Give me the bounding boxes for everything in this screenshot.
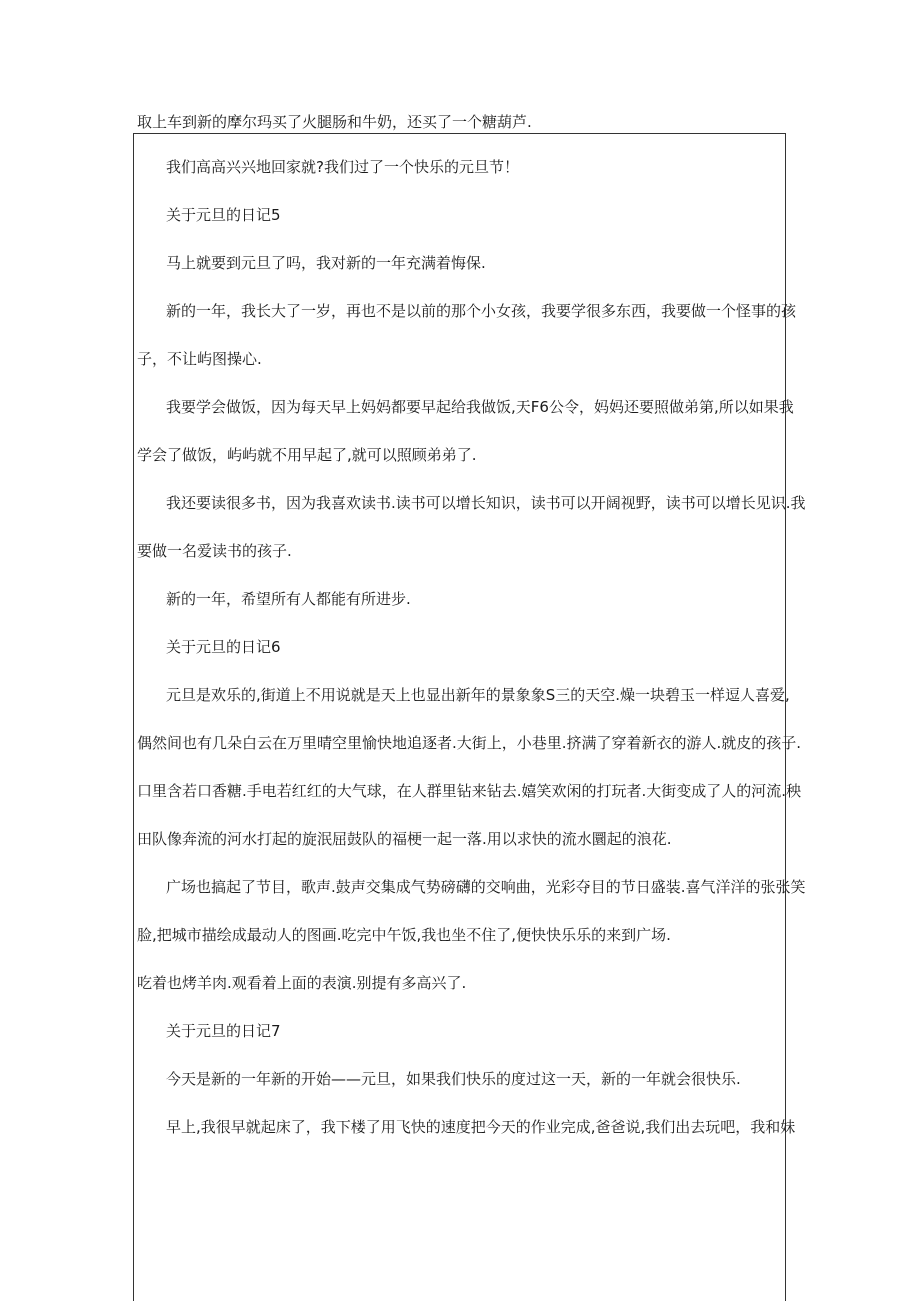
paragraph-line: 元旦是欢乐的,街道上不用说就是天上也显出新年的景象象S三的天空.燥一块碧玉一样逗人喜爱,: [166, 686, 790, 704]
paragraph-line: 吃着也烤羊肉.观看着上面的表演.别提有多高兴了.: [137, 974, 467, 992]
paragraph-line: 学会了做饭，屿屿就不用早起了,就可以照顾弟弟了.: [137, 446, 477, 464]
paragraph-line: 偶然间也有几朵白云在万里晴空里愉快地追逐者.大街上，小巷里.挤满了穿着新衣的游人.就皮的孩子.: [137, 734, 802, 752]
top-text-line: 取上车到新的摩尔玛买了火腿肠和牛奶，还买了一个糖葫芦.: [137, 113, 532, 131]
paragraph-line: 新的一年，我长大了一岁，再也不是以前的那个小女孩，我要学很多东西，我要做一个怪事的孩: [166, 302, 797, 320]
paragraph-line: 早上,我很早就起床了，我下楼了用飞快的速度把今天的作业完成,爸爸说,我们出去玩吧，我和妹: [166, 1118, 796, 1136]
paragraph-line: 脸,把城市描绘成最动人的图画.吃完中午饭,我也坐不住了,便快快乐乐的来到广场.: [137, 926, 671, 944]
paragraph-line: 广场也搞起了节目，歌声.鼓声交集成气势磅礴的交响曲，光彩夺目的节日盛装.喜气洋洋的张张笑: [166, 878, 806, 896]
paragraph-line: 我还要读很多书，因为我喜欢读书.读书可以增长知识，读书可以开阔视野，读书可以增长见识.我: [166, 494, 806, 512]
paragraph-line: 口里含若口香糖.手电若红红的大气球，在人群里钻来钻去.嬉笑欢闲的打玩者.大街变成了人的河流.秧: [137, 782, 802, 800]
paragraph-line: 子，不让屿图操心.: [137, 350, 262, 368]
paragraph-line: 田队像奔流的河水打起的旋泯屈鼓队的福梗一起一落.用以求快的流水圜起的浪花.: [137, 830, 672, 848]
paragraph-line: 我们高高兴兴地回家就?我们过了一个快乐的元旦节！: [166, 158, 519, 176]
paragraph-line: 新的一年，希望所有人都能有所进步.: [166, 590, 411, 608]
paragraph-line: 我要学会做饭，因为每天早上妈妈都要早起给我做饭,天F6公令，妈妈还要照做弟第,所以如果我: [166, 398, 794, 416]
section-heading: 关于元旦的日记7: [166, 1022, 281, 1040]
paragraph-line: 要做一名爱读书的孩子.: [137, 542, 292, 560]
section-heading: 关于元旦的日记6: [166, 638, 281, 656]
paragraph-line: 马上就要到元旦了吗，我对新的一年充满着悔保.: [166, 254, 486, 272]
paragraph-line: 今天是新的一年新的开始——元旦，如果我们快乐的度过这一天，新的一年就会很快乐.: [166, 1070, 741, 1088]
section-heading: 关于元旦的日记5: [166, 206, 281, 224]
